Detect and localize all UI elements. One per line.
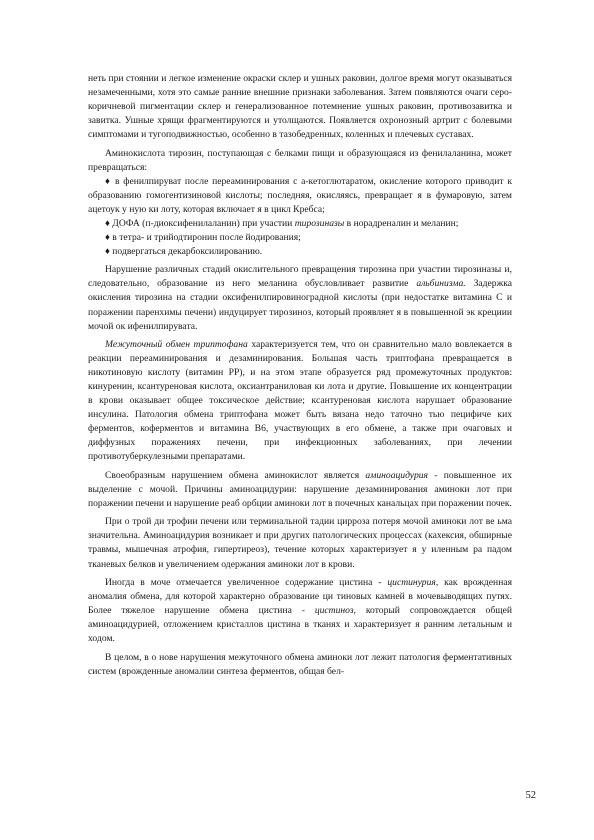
body-text	[88, 72, 512, 683]
bullet-dopa: ♦ ДОФА (п-диоксифенилаланин) при участии тирозиназы в норадреналин и меланин;	[105, 217, 459, 229]
page-number: 52	[525, 790, 536, 801]
paragraph-summary: В целом, в о нове нарушения межуточного обмена аминоки лот лежит патология ферментативных систем (врожденные аномалии синтеза ферментов, общая бел-	[88, 651, 512, 677]
bullet-iodination: ♦ в тетра- и трийодтиронин после йодирования;	[105, 231, 301, 243]
paragraph-liver-dystrophy: При о трой ди трофии печени или терминальной тадии цирроза потеря мочой аминоки лот ве ьма значительна. Аминоацидурия возникает и при других патологических процессах (кахексия, обширные травмы, мышечная атрофия, гипертиреоз), течение которых характеризует я у иленным ра падом тканевых белков и увеличением одержания аминоки лот в крови.	[88, 516, 512, 570]
paragraph-cystinuria: Иногда в моче отмечается увеличенное содержание цистина - цистинурия, как врожденная аномалия обмена, для которой характерно образование ци тиновых камней в мочевыводящих путях. Более тяжелое нарушение обмена цистина - цистиноз, который сопровождается общей аминоацидурией, отложением кристаллов цистина в тканях и характеризует я ранним летальным и ходом.	[88, 576, 512, 645]
paragraph-ochronosis: неть при стоянии и легкое изменение окраски склер и ушных раковин, долгое время могут оказываться незамеченными, хотя это самые ранние внешние признаки заболевания. Затем появляются очаги серо-коричневой пигментации склер и генерализованное потемнение ушных раковин, противозавитка и завитка. Ушные хрящи фрагментируются и утолщаются. Появляется охронозный артрит с болевыми симптомами и тугоподвижностью, особенно в тазобедренных, коленных и плечевых суставах.	[88, 73, 512, 141]
bullet-decarboxylation: ♦ подвергаться декарбоксилированию.	[105, 245, 263, 257]
paragraph-albinism: Нарушение различных стадий окислительного превращения тирозина при участии тирозиназы и, следовательно, образование из него меланина обусловливает развитие альбинизма. Задержка окисления тирозина на стадии оксифенилпировиноградной кислоты (при недостатке витамина С и поражении паренхимы печени) индуцирует тирозиноз, который проявляет я в повышенной эк крециии мочой ок ифенилпирувата.	[88, 264, 512, 332]
paragraph-aminoaciduria: Своеобразным нарушением обмена аминокислот является аминоацидурия - повышенное их выделение с мочой. Причины аминоацидурии: нарушение дезаминирования аминоки лот при поражении печени и нарушение реаб орбции аминоки лот в почечных канальцах при поражении почек.	[88, 469, 512, 509]
paragraph-tyrosine-intro: Аминокислота тирозин, поступающая с белками пищи и образующаяся из фенилаланина, может превращаться:	[88, 147, 512, 173]
paragraph-tryptophan: Межуточный обмен триптофана характеризуется тем, что он сравнительно мало вовлекается в реакции переаминирования и дезаминирования. Большая часть триптофана превращается в никотиновую кислоту (витамин РР), и на этом этапе образуется ряд промежуточных продуктов: кинуренин, ксантуреновая кислота, оксиантраниловая ки лота и другие. Повышение их концентрации в крови оказывает общее токсическое действие; ксантуреновая кислота нарушает образование инсулина. Патология обмена триптофана может быть вязана недо таточно тью пецифиче ких ферментов, коферментов и витамина В6, участвующих в его обмене, а также при очаговых и диффузных поражениях печени, при инфекционных заболеваниях, при лечении противотуберкулезными препаратами.	[88, 339, 512, 463]
bullet-phenylpyruvate: ♦ в фенилпируват после переаминирования с а-кетоглютаратом, окисление которого приводит к образованию гомогентизиновой кислоты; последняя, окисляясь, превращает я в фумаровую, затем ацетоук у ную ки лоту, которая включает я в цикл Кребса;	[88, 175, 512, 215]
